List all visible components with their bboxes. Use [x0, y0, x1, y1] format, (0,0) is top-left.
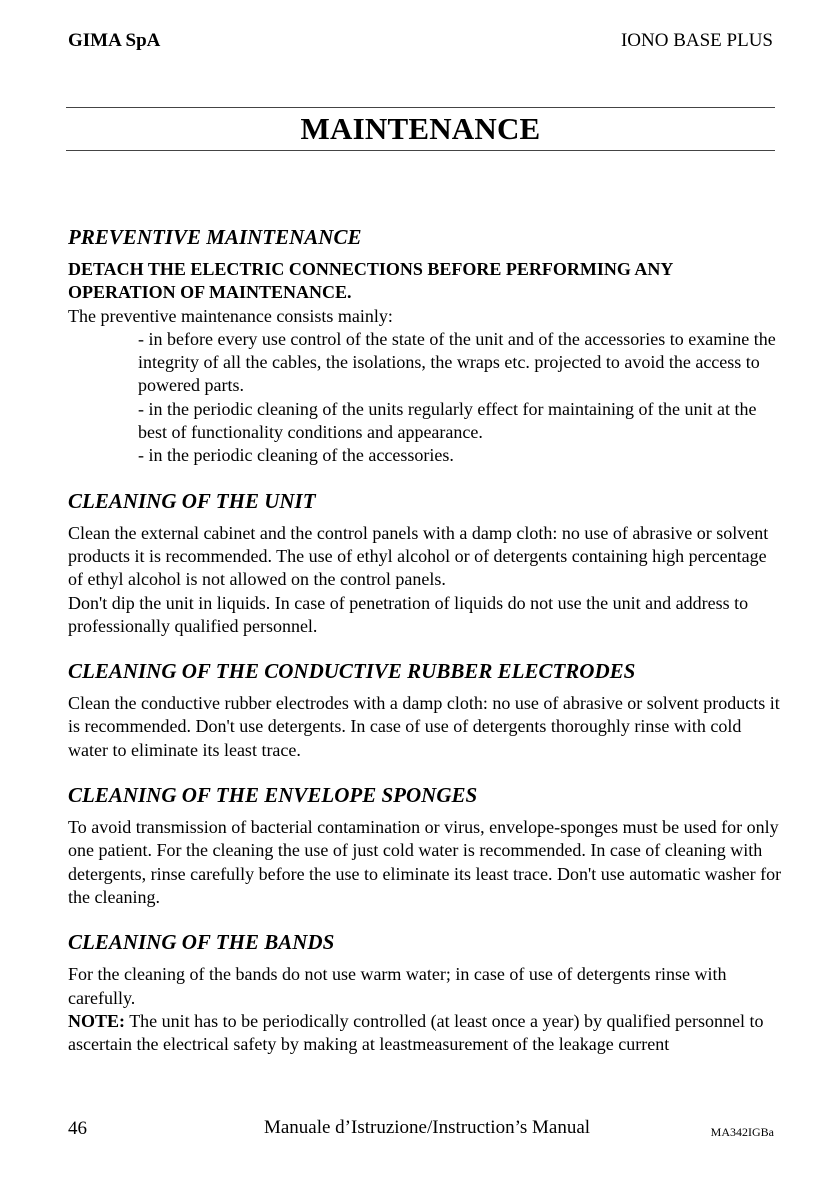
title-rule-top	[66, 107, 775, 108]
note-text: The unit has to be periodically controlled (at least once a year) by qualified personnel to ascertain the electrical safety by making at leastmeasurement of the leakage current	[68, 1010, 764, 1055]
warning-text: DETACH THE ELECTRIC CONNECTIONS BEFORE PERFORMING ANY OPERATION OF MAINTENANCE.	[68, 259, 673, 303]
section-cleaning-electrodes	[68, 658, 784, 762]
body-text: To avoid transmission of bacterial contamination or virus, envelope-sponges must be used for only one patient. For the cleaning the use of just cold water is recommended. In case of cleaning with detergents, rinse carefully before the use to eliminate its least trace. Don't use automatic washer for the cleaning.	[68, 817, 782, 907]
section-heading: CLEANING OF THE ENVELOPE SPONGES	[68, 783, 478, 808]
note-label: NOTE:	[68, 1010, 126, 1031]
section-heading: CLEANING OF THE BANDS	[68, 930, 335, 955]
list-item: - in before every use control of the state of the unit and of the accessories to examine the integrity of all the cables, the isolations, the wraps etc. projected to avoid the access to powered parts.	[138, 328, 776, 396]
list-item: - in the periodic cleaning of the units regularly effect for maintaining of the unit at the best of functionality conditions and appearance.	[138, 398, 757, 443]
body-text: Don't dip the unit in liquids. In case of penetration of liquids do not use the unit and address to professionally qualified personnel.	[68, 592, 749, 636]
section-heading: CLEANING OF THE UNIT	[68, 488, 316, 513]
section-cleaning-sponges	[68, 782, 784, 909]
section-cleaning-bands	[68, 929, 784, 1056]
title-rule-bottom	[66, 150, 775, 151]
section-heading: PREVENTIVE MAINTENANCE	[68, 225, 362, 249]
note-paragraph	[68, 1010, 784, 1057]
page-title: MAINTENANCE	[300, 111, 541, 146]
list-item: - in the periodic cleaning of the accessories.	[138, 445, 454, 466]
section-cleaning-unit	[68, 488, 784, 638]
body-text: Clean the external cabinet and the control panels with a damp cloth: no use of abrasive or solvent products it is recommended. The use of ethyl alcohol or of detergents containing high percentage of ethyl alcohol is not allowed on the control panels.	[68, 522, 769, 590]
document-code: MA342IGBa	[710, 1125, 774, 1139]
section-heading: CLEANING OF THE CONDUCTIVE RUBBER ELECTRODES	[68, 659, 636, 684]
page-number: 46	[68, 1118, 87, 1139]
body-text: For the cleaning of the bands do not use warm water; in case of use of detergents rinse with carefully.	[68, 964, 727, 1008]
body-text: Clean the conductive rubber electrodes with a damp cloth: no use of abrasive or solvent products it is recommended. Don't use detergents. In case of use of detergents thoroughly rinse with cold water to eliminate its least trace.	[68, 693, 780, 760]
header-product: IONO BASE PLUS	[620, 30, 773, 51]
page-content	[68, 224, 784, 1056]
footer-manual-title: Manuale d’Istruzione/Instruction’s Manual	[263, 1117, 591, 1138]
section-preventive-maintenance	[68, 224, 784, 468]
intro-text: The preventive maintenance consists mainly:	[68, 305, 393, 326]
header-company: GIMA SpA	[68, 30, 161, 51]
